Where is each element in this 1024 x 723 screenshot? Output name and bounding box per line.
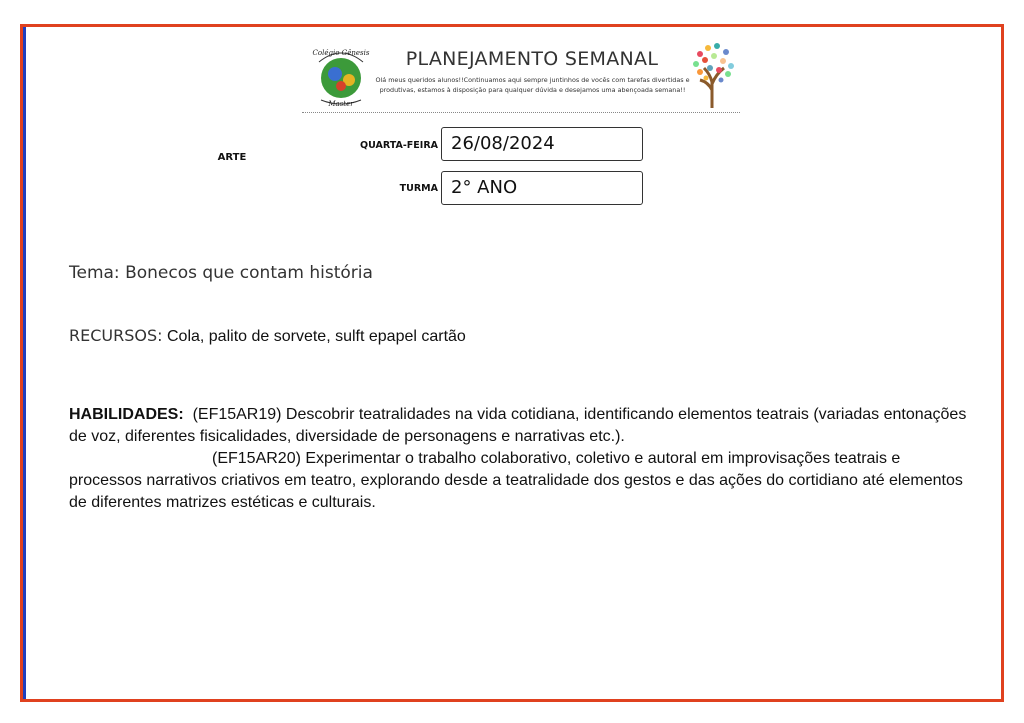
habilidades-label: HABILIDADES:: [69, 406, 184, 423]
recursos-value: Cola, palito de sorvete, sulft epapel cartão: [166, 328, 466, 345]
colorful-tree-icon: [688, 40, 738, 110]
subject-label: ARTE: [217, 152, 247, 163]
school-logo-icon: [305, 42, 377, 110]
page-subtitle: Olá meus queridos alunos!!Continuamos aqui sempre juntinhos de vocês com tarefas divertidas e produtivas, estamos à disposição para qualquer dúvida e desejamos uma abençoada semana!!: [375, 76, 690, 94]
tema-line: Tema: Bonecos que contam história: [69, 263, 373, 283]
habilidade-2-text: (EF15AR20) Experimentar o trabalho colaborativo, coletivo e autoral em improvisações teatrais e processos narrativos criativos em teatro, explorando desde a teatralidade dos gestos e das ações do cortidiano até elementos de diferentes matrizes estéticas e culturais.: [69, 450, 963, 511]
class-field[interactable]: 2° ANO: [441, 171, 643, 205]
page-frame: [20, 24, 1004, 702]
recursos-line: [69, 326, 466, 346]
day-field[interactable]: 26/08/2024: [441, 127, 643, 161]
page-title: PLANEJAMENTO SEMANAL: [405, 48, 659, 70]
habilidade-2: [69, 448, 969, 514]
habilidades-section: [69, 404, 969, 514]
logo-text-bottom: Master: [328, 100, 354, 108]
habilidade-1-text: (EF15AR19) Descobrir teatralidades na vida cotidiana, identificando elementos teatrais (variadas entonações de voz, diferentes fisicalidades, diversidade de personagens e narrativas etc.).: [69, 406, 967, 445]
left-margin-rule: [23, 27, 26, 699]
day-label: QUARTA-FEIRA: [360, 140, 438, 151]
recursos-label: RECURSOS:: [69, 326, 163, 345]
habilidade-1: [69, 404, 969, 448]
class-label: TURMA: [399, 183, 438, 194]
logo-text-top: Colégio Gênesis: [312, 49, 370, 57]
